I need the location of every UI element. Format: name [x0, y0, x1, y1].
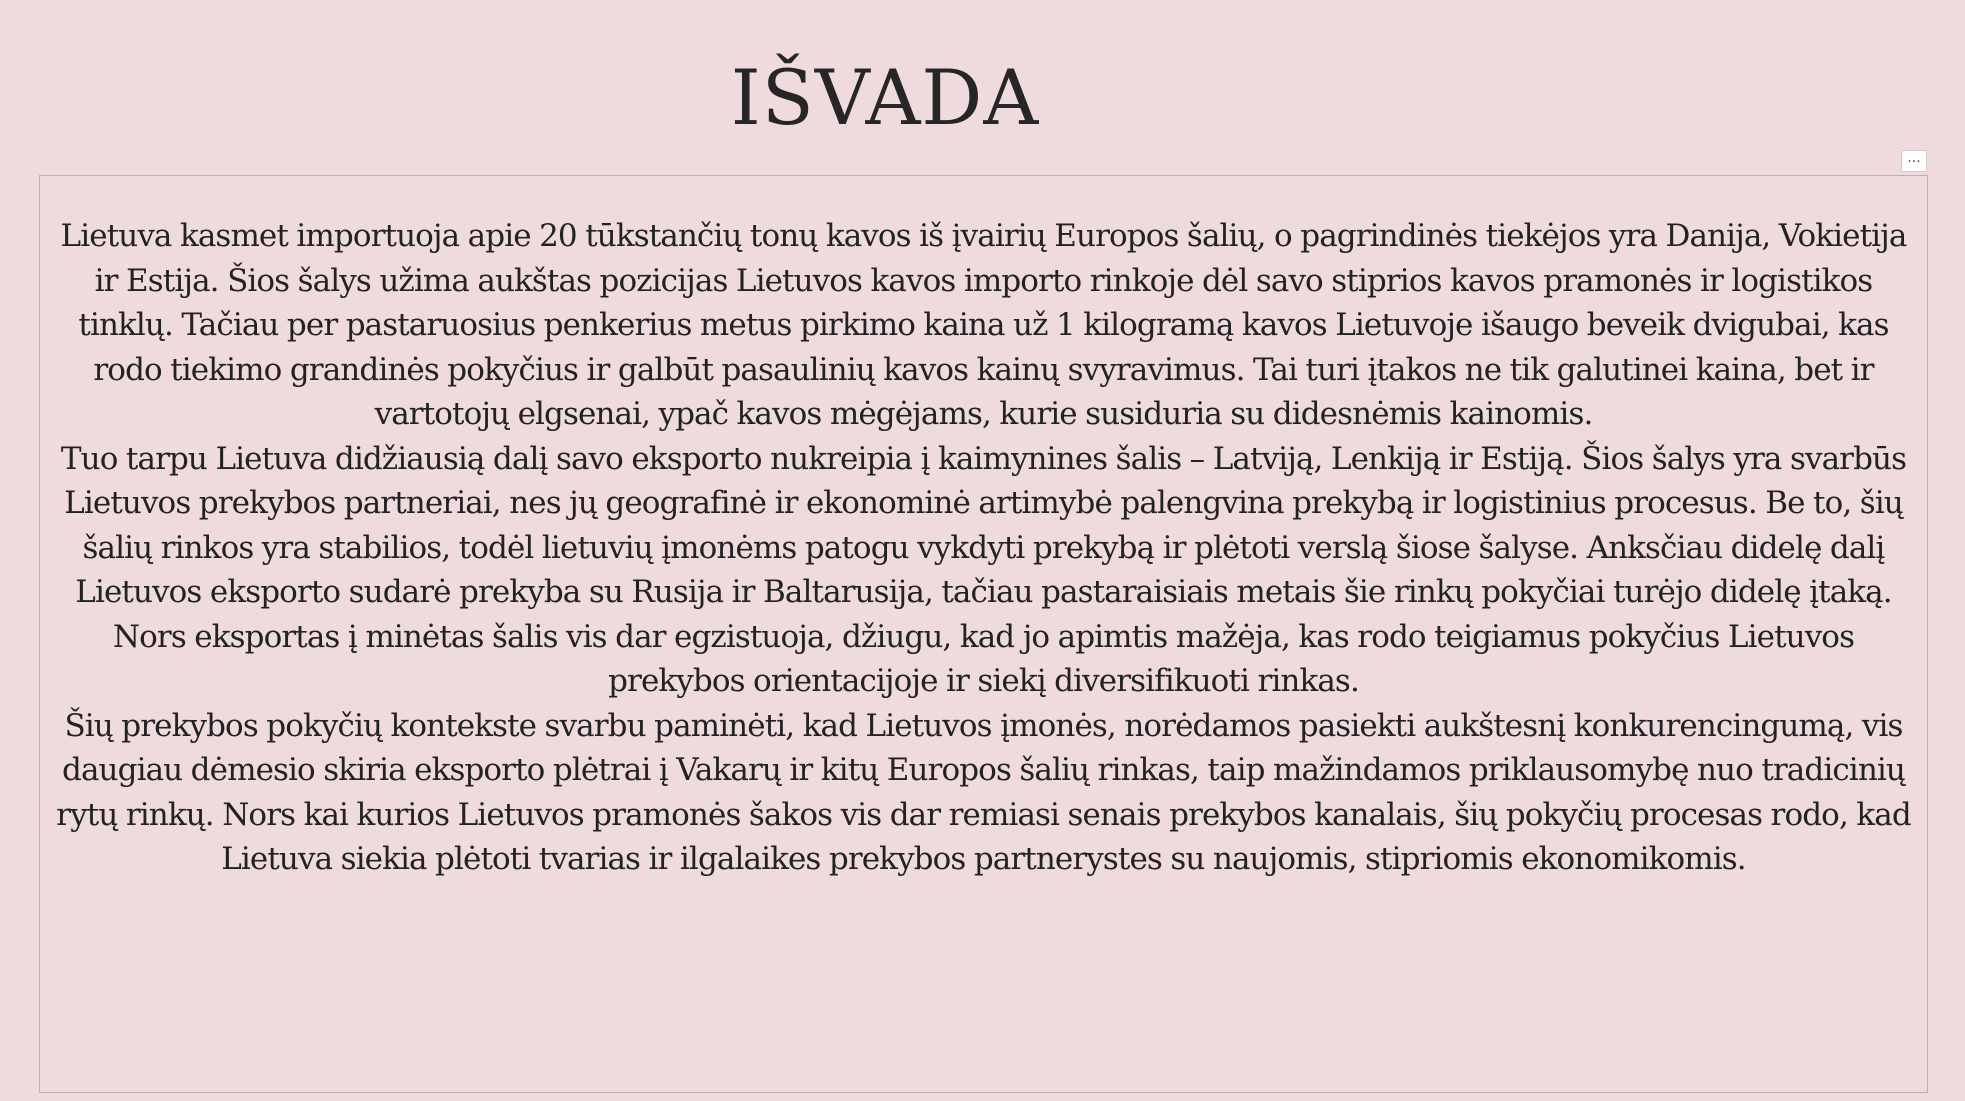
paragraph-export: Tuo tarpu Lietuva didžiausią dalį savo eksporto nukreipia į kaimynines šalis – Latviją, Lenkiją ir Estiją. Šios šalys yra svarbūs Lietuvos prekybos partneriai, nes jų geografinė ir ekonominė artimybė palengvina prekybą ir logistinius procesus. Be to, šių šalių rinkos yra stabilios, todėl lietuvių įmonėms patogu vykdyti prekybą ir plėtoti verslą šiose šalyse. Anksčiau didelę dalį Lietuvos eksporto sudarė prekyba su Rusija ir Baltarusija, tačiau pastaraisiais metais šie rinkų pokyčiai turėjo didelę įtaką. Nors eksportas į minėtas šalis vis dar egzistuoja, džiugu, kad jo apimtis mažėja, kas rodo teigiamus pokyčius Lietuvos prekybos orientacijoje ir siekį diversifikuoti rinkas.: [60, 440, 1907, 699]
paragraph-import: Lietuva kasmet importuoja apie 20 tūkstančių tonų kavos iš įvairių Europos šalių, o pagrindinės tiekėjos yra Danija, Vokietija ir Estija. Šios šalys užima aukštas pozicijas Lietuvos kavos importo rinkoje dėl savo stiprios kavos pramonės ir logistikos tinklų. Tačiau per pastaruosius penkerius metus pirkimo kaina už 1 kilogramą kavos Lietuvoje išaugo beveik dvigubai, kas rodo tiekimo grandinės pokyčius ir galbūt pasaulinių kavos kainų svyravimus. Tai turi įtakos ne tik galutinei kaina, bet ir vartotojų elgsenai, ypač kavos mėgėjams, kurie susiduria su didesnėmis kainomis.: [60, 218, 1907, 432]
more-options-button[interactable]: ...: [1901, 150, 1927, 172]
body-textbox[interactable]: [39, 175, 1928, 1093]
paragraph-trade-changes: Šių prekybos pokyčių kontekste svarbu paminėti, kad Lietuvos įmonės, norėdamos pasiekti aukštesnį konkurencingumą, vis daugiau dėmesio skiria eksporto plėtrai į Vakarų ir kitų Europos šalių rinkas, taip mažindamos priklausomybę nuo tradicinių rytų rinkų. Nors kai kurios Lietuvos pramonės šakos vis dar remiasi senais prekybos kanalais, šių pokyčių procesas rodo, kad Lietuva siekia plėtoti tvarias ir ilgalaikes prekybos partnerystes su naujomis, stipriomis ekonomikomis.: [56, 707, 1911, 877]
slide-title[interactable]: IŠVADA: [730, 53, 1040, 142]
body-text[interactable]: [46, 214, 1921, 882]
